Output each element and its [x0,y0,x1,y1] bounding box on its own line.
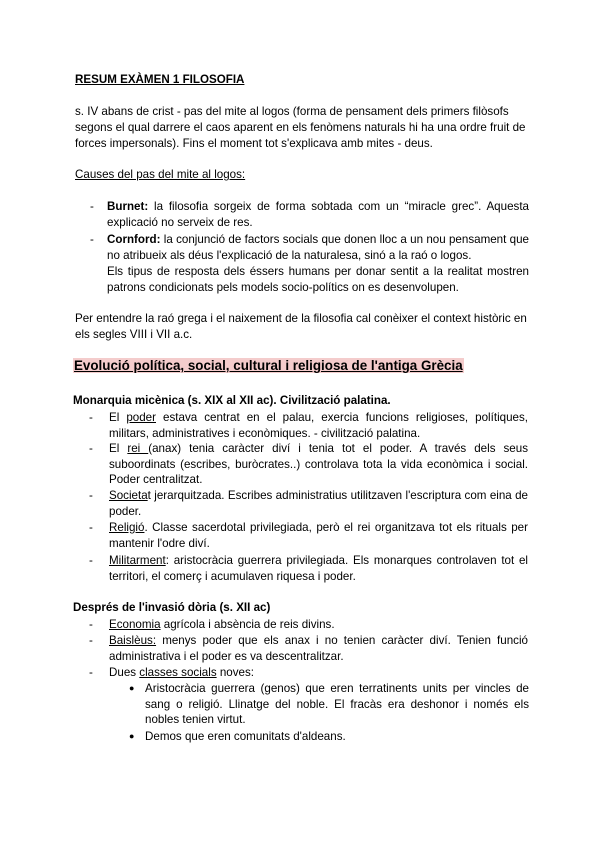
list-item [89,520,528,551]
item-prefix: Dues [109,666,140,679]
dash-bullet: - [89,521,93,534]
bullet-item [129,729,529,745]
item-text: t jerarquitzada. Escribes administratius utilitzaven l'escriptura com eina de poder. [109,489,528,518]
context-paragraph: Per entendre la raó grega i el naixement de la filosofia cal conèixer el context històric en els segles VIII i VII a.c. [75,312,527,341]
dash-bullet: - [89,411,93,424]
bullet-item [129,681,529,728]
dash-bullet: - [89,554,93,567]
bullet-text: Demos que eren comunitats d'aldeans. [145,730,346,743]
document-title: RESUM EXÀMEN 1 FILOSOFIA [75,73,245,86]
section-heading: Evolució política, social, cultural i religiosa de l'antiga Grècia [74,358,463,373]
doria-heading: Després de l'invasió dòria (s. XII ac) [73,601,271,614]
item-term: Militarment [109,554,166,567]
causes-heading: Causes del pas del mite al logos: [75,168,246,181]
dash-bullet: - [89,489,93,502]
cause-name: Cornford: [107,233,161,246]
list-item [89,665,528,681]
list-item [89,488,528,519]
cause-item-cornford [90,232,529,296]
cause-name: Burnet: [107,200,149,213]
item-text: agrícola i absència de reis divins. [160,618,335,631]
dash-bullet: - [89,634,93,647]
item-prefix: El [109,411,127,424]
cause-text: la conjunció de factors socials que donen lloc a un nou pensament que no atribueix als déus l'explicació de la naturalesa, sinó a la raó o logos. [107,233,529,262]
item-prefix: El [109,442,128,455]
item-term: classes socials [139,666,217,679]
list-item [89,441,528,488]
item-text: (anax) tenia caràcter diví i tenia tot el poder. A través dels seus suboordinats (escribes, buròcrates..) controlava tota la vida econòmica i social. Poder centralitzat. [109,442,528,487]
item-text: estava centrat en el palau, exercia funcions religioses, polítiques, militars, administratives i econòmiques. - civilització palatina. [109,411,529,440]
list-item [89,633,528,664]
item-term: Economia [109,618,161,631]
bullet-text: Aristocràcia guerrera (genos) que eren terratinents units per vincles de sang o religió. Llinatge del noble. El fracàs era deshonor i només els nobles tenien virtut. [145,682,529,727]
dash-bullet: - [90,200,94,213]
item-term: rei [127,442,149,455]
item-term: poder [126,411,156,424]
item-text: : aristocràcia guerrera privilegiada. Els monarques controlaven tot el territori, el comerç i acumulaven riquesa i poder. [109,554,528,583]
list-item [89,617,528,633]
list-item [89,553,528,584]
item-term: Baislèus: [109,634,157,647]
dash-bullet: - [89,618,93,631]
bullet-dot-icon: ● [129,683,135,693]
intro-paragraph: s. IV abans de crist - pas del mite al logos (forma de pensament dels primers filòsofs segons el qual darrere el caos aparent en els fenòmens naturals hi ha una ordre fruit de forces impersonals). Fins el moment tot s'explicava amb mites - deus. [75,105,526,150]
cause-text: la filosofia sorgeix de forma sobtada com un “miracle grec”. Aquesta explicació no serveix de res. [107,200,529,229]
micenica-heading: Monarquia micènica (s. XIX al XII ac). Civilització palatina. [73,394,391,407]
cause-item-burnet [90,199,529,231]
list-item [89,410,529,441]
cause-extra: Els tipus de resposta dels éssers humans per donar sentit a la realitat mostren patrons condicionats pels models socio-polítics on es desenvolupen. [107,265,529,294]
item-text: noves: [216,666,255,679]
item-text: . Classe sacerdotal privilegiada, però el rei organitzava tot els rituals per mantenir l'odre diví. [109,521,528,550]
item-term: Societa [109,489,148,502]
dash-bullet: - [89,666,93,679]
dash-bullet: - [89,442,93,455]
dash-bullet: - [90,233,94,246]
item-term: Religió [109,521,145,534]
item-text: menys poder que els anax i no tenien caràcter diví. Tenien funció administrativa i el poder es va descentralitzar. [109,634,528,663]
bullet-dot-icon: ● [129,731,135,741]
